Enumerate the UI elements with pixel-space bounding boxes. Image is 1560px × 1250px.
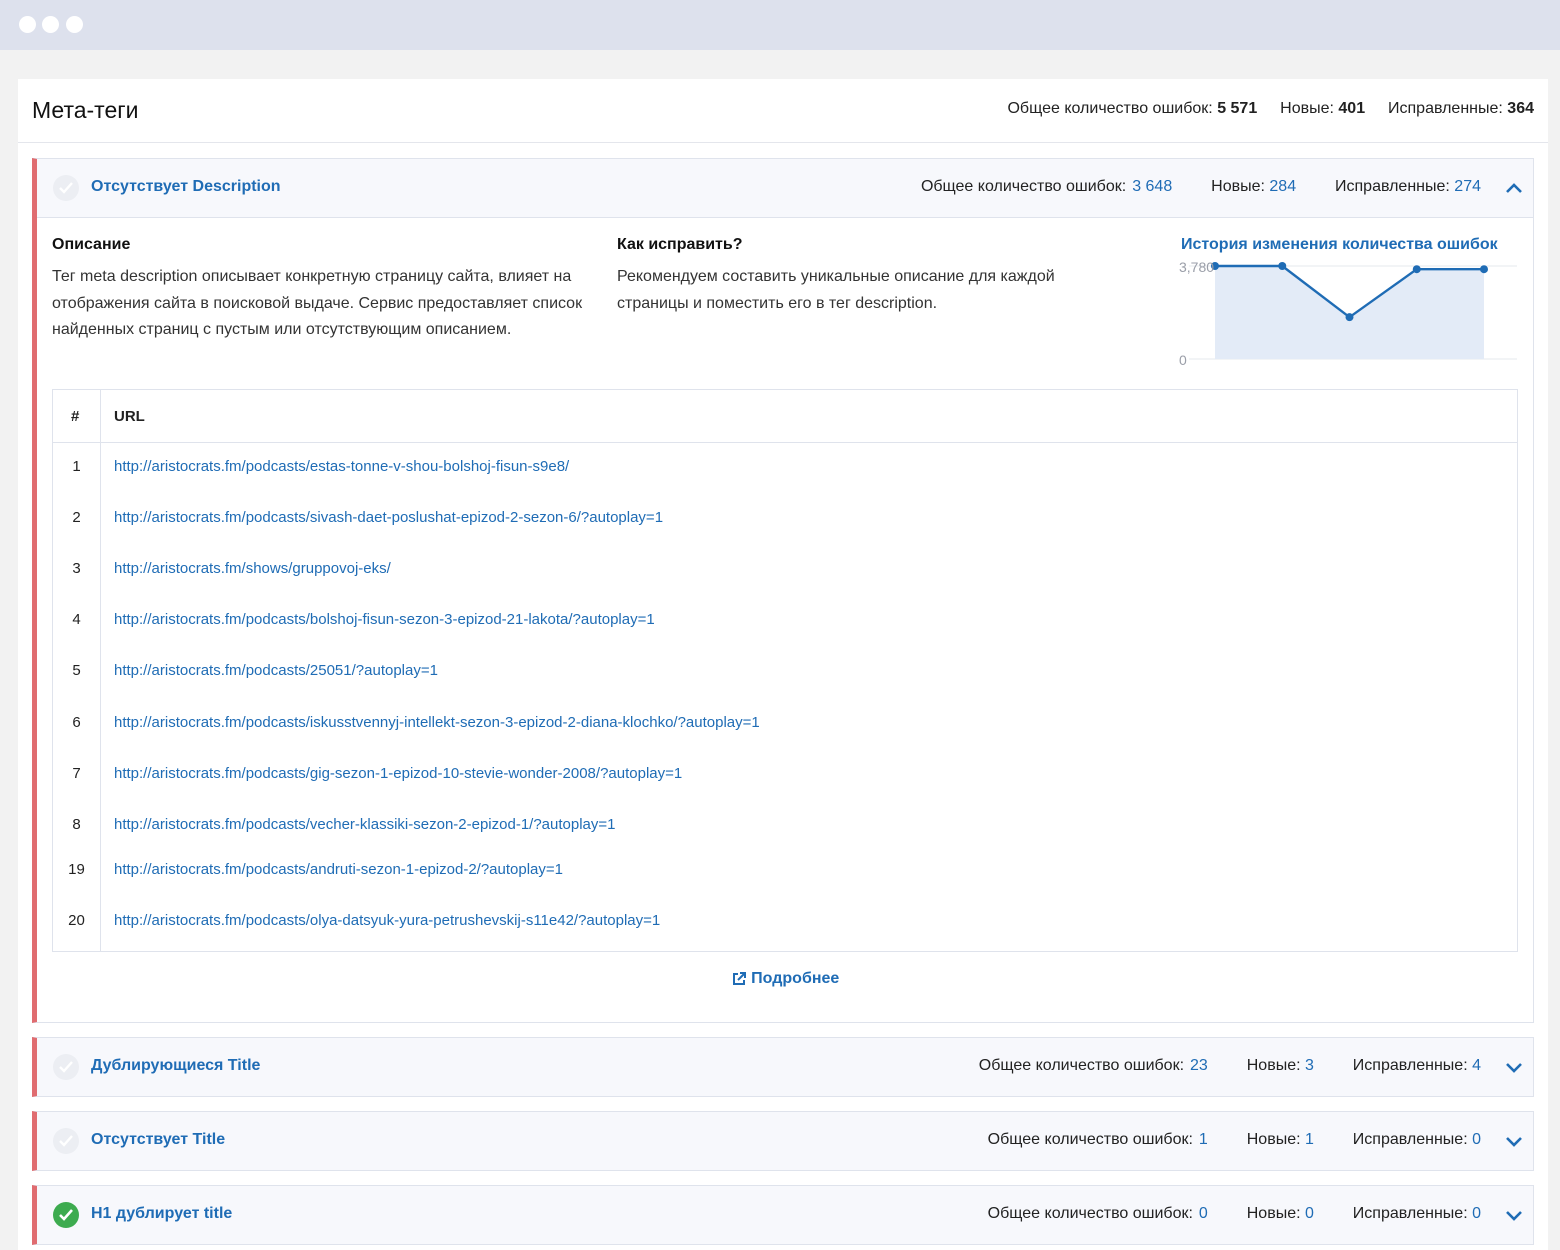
meta-tags-panel (18, 79, 1548, 1250)
check-ok-icon[interactable] (53, 1202, 79, 1228)
section-h1-duplicates-title[interactable] (32, 1185, 1534, 1245)
panel-header (18, 79, 1548, 143)
section-duplicate-title[interactable] (32, 1037, 1534, 1097)
check-icon[interactable] (53, 1054, 79, 1080)
row-number: 3 (72, 560, 81, 577)
summary-new-value: 401 (1338, 100, 1366, 117)
total-label: Общее количество ошибок: (978, 1057, 1185, 1074)
check-icon[interactable] (53, 175, 79, 201)
section-header[interactable] (37, 159, 1533, 217)
row-number: 4 (72, 611, 81, 628)
fixed-value: 0 (1472, 1131, 1481, 1148)
total-label: Общее количество ошибок: (920, 178, 1127, 195)
history-chart-title: История изменения количества ошибок (1181, 236, 1498, 253)
row-url-link[interactable]: http://aristocrats.fm/podcasts/estas-tonne-v-shou-bolshoj-fisun-s9e8/ (114, 458, 570, 475)
section-missing-description (32, 158, 1534, 1023)
new-label: Новые: (1246, 1131, 1301, 1148)
row-number: 8 (72, 816, 81, 833)
total-value: 3 648 (1132, 178, 1173, 195)
chevron-up-icon[interactable] (1505, 179, 1523, 197)
table-header (53, 390, 1517, 443)
chart-point (1480, 265, 1488, 273)
total-value: 23 (1190, 1057, 1208, 1074)
chart-point (1278, 262, 1286, 270)
window-titlebar (0, 0, 1560, 50)
external-link-icon (731, 971, 747, 987)
new-value: 0 (1304, 1205, 1314, 1222)
chart-area (1215, 266, 1484, 359)
summary-new-label: Новые: (1280, 100, 1334, 117)
fixed-label: Исправленные: (1335, 178, 1450, 195)
history-chart (1177, 258, 1527, 383)
total-value: 0 (1198, 1205, 1208, 1222)
section-stats (988, 1205, 1481, 1223)
total-label: Общее количество ошибок: (987, 1131, 1193, 1148)
y-tick-label-min: 0 (1179, 352, 1187, 368)
section-missing-title[interactable] (32, 1111, 1534, 1171)
row-url-link[interactable]: http://aristocrats.fm/podcasts/25051/?autoplay=1 (114, 662, 438, 679)
chevron-down-icon[interactable] (1505, 1206, 1523, 1224)
row-url-link[interactable]: http://aristocrats.fm/podcasts/iskusstvennyj-intellekt-sezon-3-epizod-2-diana-klochko/?autoplay=1 (114, 714, 760, 731)
section-body (37, 217, 1533, 1022)
row-url-link[interactable]: http://aristocrats.fm/podcasts/andruti-sezon-1-epizod-2/?autoplay=1 (114, 861, 563, 878)
summary-total-label: Общее количество ошибок: (1007, 100, 1213, 117)
fixed-label: Исправленные: (1352, 1057, 1468, 1074)
section-stats (979, 1057, 1481, 1075)
column-header-number: # (71, 408, 80, 425)
fixed-label: Исправленные: (1352, 1205, 1468, 1222)
row-number: 20 (68, 912, 85, 929)
section-stats (921, 178, 1481, 196)
window-dot-maximize[interactable] (66, 16, 83, 33)
fix-heading: Как исправить? (617, 236, 743, 253)
row-number: 1 (72, 458, 81, 475)
section-stats (988, 1131, 1481, 1149)
new-value: 284 (1269, 178, 1297, 195)
more-details-link[interactable] (37, 970, 1533, 988)
row-number: 5 (72, 662, 81, 679)
row-url-link[interactable]: http://aristocrats.fm/podcasts/sivash-daet-poslushat-epizod-2-sezon-6/?autoplay=1 (114, 509, 664, 526)
section-title[interactable]: Отсутствует Title (91, 1131, 226, 1148)
description-heading: Описание (52, 236, 131, 253)
column-header-url: URL (114, 408, 145, 425)
total-value: 1 (1198, 1131, 1208, 1148)
new-label: Новые: (1246, 1205, 1301, 1222)
summary-total-value: 5 571 (1217, 100, 1258, 117)
section-title[interactable]: H1 дублирует title (91, 1205, 233, 1222)
fixed-label: Исправленные: (1352, 1131, 1468, 1148)
row-number: 6 (72, 714, 81, 731)
row-number: 19 (68, 861, 85, 878)
chevron-down-icon[interactable] (1505, 1132, 1523, 1150)
window-dot-close[interactable] (19, 16, 36, 33)
summary-stats (1007, 100, 1534, 118)
url-table (52, 389, 1518, 952)
description-text: Тег meta description описывает конкретную страницу сайта, влияет на отображения сайта в поисковой выдаче. Сервис предоставляет список найденных страниц с пустым или отсутствующим описанием. (52, 268, 583, 338)
more-details-label[interactable]: Подробнее (751, 970, 840, 987)
window-dot-minimize[interactable] (42, 16, 59, 33)
page-title: Мета-теги (32, 97, 139, 123)
chevron-down-icon[interactable] (1505, 1058, 1523, 1076)
new-label: Новые: (1246, 1057, 1301, 1074)
new-value: 3 (1304, 1057, 1314, 1074)
summary-fixed-label: Исправленные: (1388, 100, 1503, 117)
fixed-value: 274 (1454, 178, 1481, 195)
row-url-link[interactable]: http://aristocrats.fm/shows/gruppovoj-eks/ (114, 560, 391, 577)
summary-fixed-value: 364 (1507, 100, 1534, 117)
chart-point (1413, 265, 1421, 273)
row-number: 2 (72, 509, 81, 526)
chart-point (1346, 313, 1354, 321)
section-title[interactable]: Дублирующиеся Title (91, 1057, 261, 1074)
row-url-link[interactable]: http://aristocrats.fm/podcasts/olya-datsyuk-yura-petrushevskij-s11e42/?autoplay=1 (114, 912, 661, 929)
new-label: Новые: (1211, 178, 1265, 195)
total-label: Общее количество ошибок: (987, 1205, 1193, 1222)
fixed-value: 0 (1472, 1205, 1481, 1222)
row-number: 7 (72, 765, 81, 782)
fix-text: Рекомендуем составить уникальные описание для каждой страницы и поместить его в тег description. (617, 268, 1055, 312)
row-url-link[interactable]: http://aristocrats.fm/podcasts/gig-sezon-1-epizod-10-stevie-wonder-2008/?autoplay=1 (114, 765, 683, 782)
row-url-link[interactable]: http://aristocrats.fm/podcasts/vecher-klassiki-sezon-2-epizod-1/?autoplay=1 (114, 816, 616, 833)
new-value: 1 (1304, 1131, 1314, 1148)
section-title[interactable]: Отсутствует Description (91, 178, 281, 195)
fixed-value: 4 (1472, 1057, 1481, 1074)
row-url-link[interactable]: http://aristocrats.fm/podcasts/bolshoj-fisun-sezon-3-epizod-21-lakota/?autoplay=1 (114, 611, 655, 628)
y-tick-label-max: 3,780 (1179, 259, 1215, 275)
check-icon[interactable] (53, 1128, 79, 1154)
